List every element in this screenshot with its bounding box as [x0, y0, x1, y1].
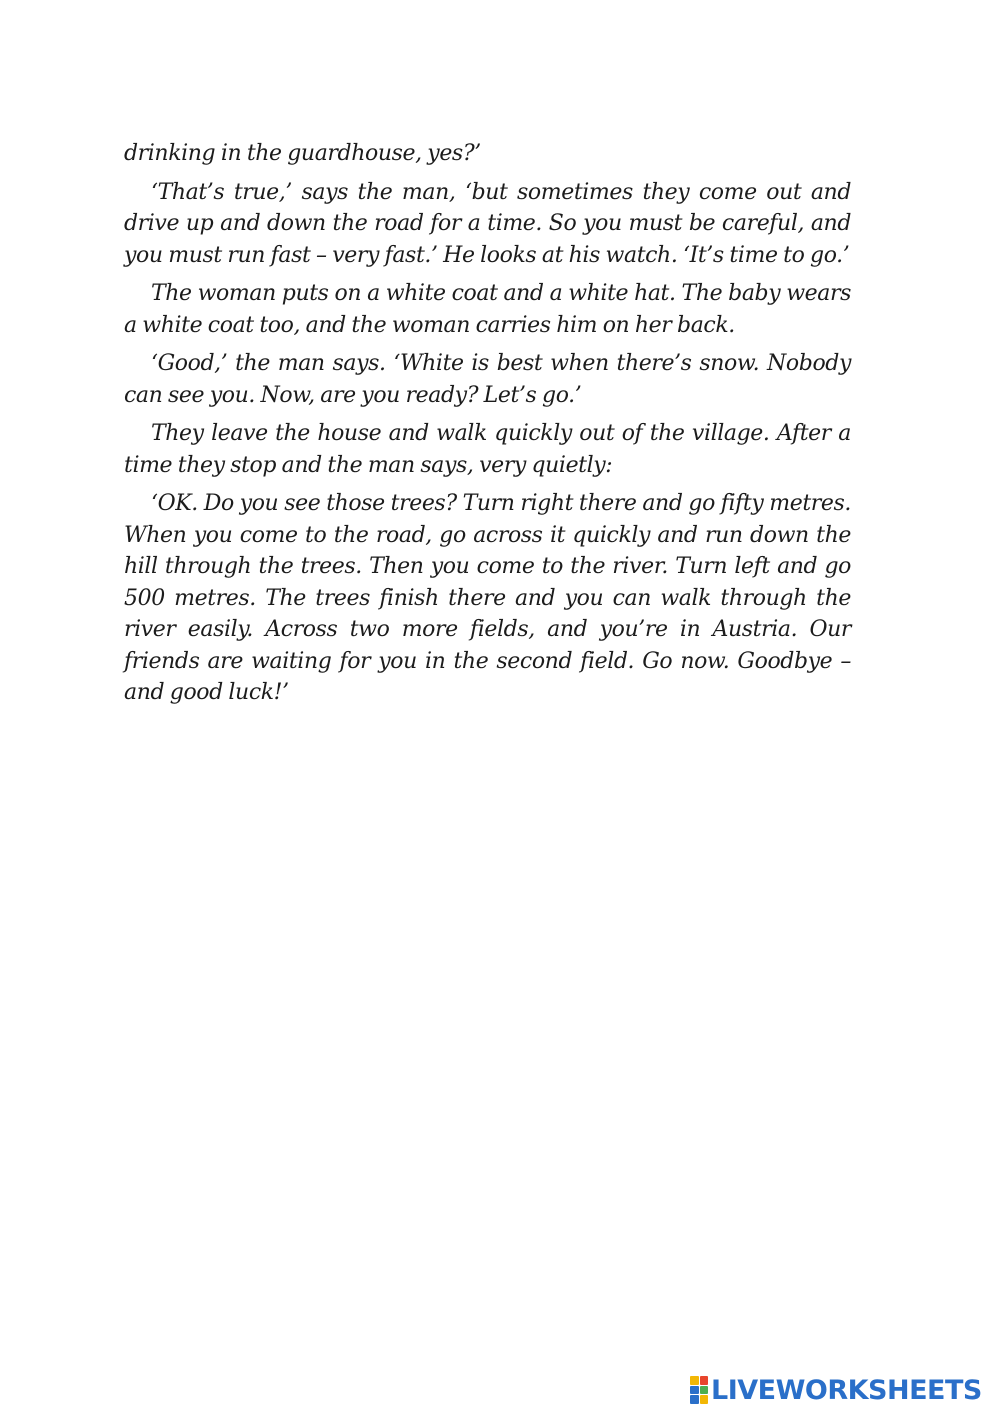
paragraph-2: ‘That’s true,’ says the man, ‘but sometimes they come out and drive up and down the road for a time. So you must be careful, and you must run fast – very fast.’ He looks at his watch. ‘It’s time to go.’ [124, 179, 851, 268]
liveworksheets-logo[interactable] [690, 1372, 982, 1408]
paragraph-1: drinking in the guardhouse, yes?’ [124, 141, 481, 166]
paragraph-4: ‘Good,’ the man says. ‘White is best when there’s snow. Nobody can see you. Now, are you ready? Let’s go.’ [124, 351, 851, 408]
logo-mark-cell [690, 1376, 699, 1385]
paragraph-5: They leave the house and walk quickly out of the village. After a time they stop and the man says, very quietly: [124, 421, 851, 478]
liveworksheets-mark-icon [690, 1376, 708, 1404]
logo-brand-text: LIVEWORKSHEETS [711, 1374, 982, 1406]
logo-mark-cell [700, 1386, 709, 1395]
logo-mark-cell [700, 1376, 709, 1385]
logo-mark-cell [700, 1395, 709, 1404]
logo-mark-cell [690, 1386, 699, 1395]
logo-mark-cell [690, 1395, 699, 1404]
paragraph-3: The woman puts on a white coat and a white hat. The baby wears a white coat too, and the woman carries him on her back. [124, 281, 851, 338]
paragraph-6: ‘OK. Do you see those trees? Turn right there and go fifty metres. When you come to the road, go across it quickly and run down the hill through the trees. Then you come to the river. Turn left and go 500 metres. The trees finish there and you can walk through the river easily. Across two more fields, and you’re in Austria. Our friends are waiting for you in the second field. Go now. Goodbye – and good luck!’ [124, 491, 851, 705]
story-text [124, 138, 851, 716]
